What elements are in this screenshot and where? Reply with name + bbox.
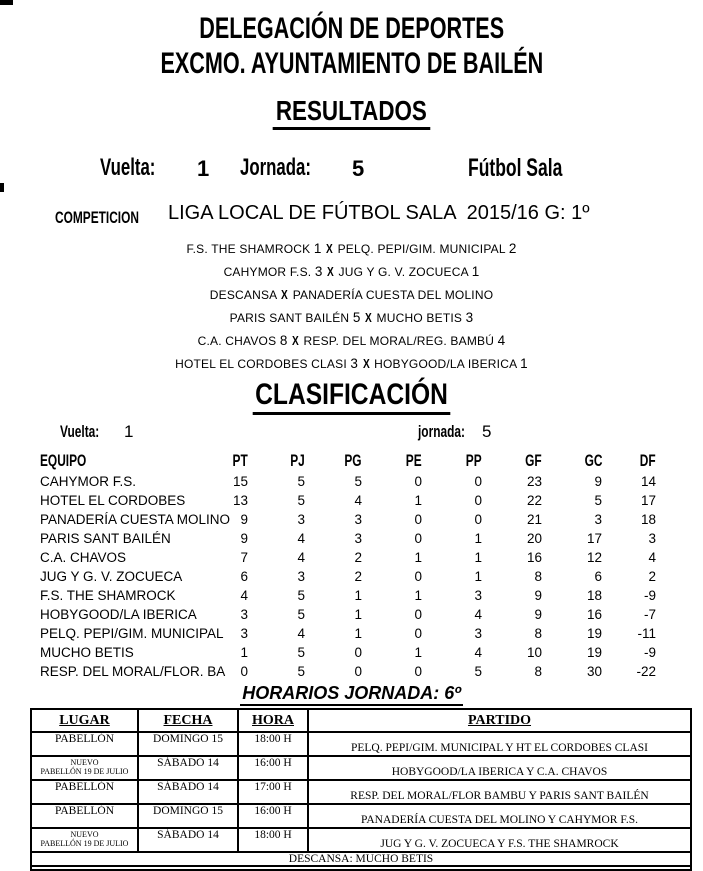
date-cell: SÁBADO 14 bbox=[138, 756, 238, 780]
home-team: HOTEL EL CORDOBES CLASI bbox=[175, 357, 347, 371]
table-row bbox=[40, 643, 656, 662]
competition-row bbox=[0, 202, 703, 230]
pe-value: 0 bbox=[414, 474, 422, 489]
column-header-partido: PARTIDO bbox=[308, 709, 691, 732]
team-name: PELQ. PEPI/GIM. MUNICIPAL bbox=[40, 626, 224, 641]
pj-value: 5 bbox=[297, 474, 305, 489]
table-row bbox=[40, 529, 656, 548]
df-value: -7 bbox=[643, 607, 656, 622]
classification-heading bbox=[0, 379, 703, 415]
table-row bbox=[40, 491, 656, 510]
date-cell: DOMINGO 15 bbox=[138, 804, 238, 828]
df-value: 18 bbox=[640, 512, 656, 527]
title-text: DELEGACIÓN DE DEPORTES bbox=[199, 12, 504, 45]
time-cell: 16:00 H bbox=[238, 756, 308, 780]
column-header-equipo: EQUIPO bbox=[40, 450, 87, 470]
table-row bbox=[40, 662, 656, 681]
gf-value: 16 bbox=[526, 550, 542, 565]
team-name: MUCHO BETIS bbox=[40, 645, 134, 660]
match-cell: PELQ. PEPI/GIM. MUNICIPAL Y HT EL CORDOBES CLASI bbox=[308, 732, 691, 756]
result-line bbox=[0, 260, 703, 283]
match-cell: RESP. DEL MORAL/FLOR BAMBU Y PARIS SANT BAILÉN bbox=[308, 780, 691, 804]
versus-separator: X bbox=[326, 241, 334, 256]
pj-value: 5 bbox=[297, 588, 305, 603]
pp-value: 0 bbox=[474, 474, 482, 489]
page-title-line-1 bbox=[0, 12, 703, 45]
gf-value: 8 bbox=[534, 569, 542, 584]
column-header-pe: PE bbox=[406, 450, 422, 470]
vuelta-label: Vuelta: bbox=[60, 422, 100, 441]
time-cell: 17:00 H bbox=[238, 780, 308, 804]
schedule-footer-row bbox=[31, 852, 691, 866]
home-score: 5 bbox=[352, 310, 361, 325]
column-header-lugar: LUGAR bbox=[31, 709, 138, 732]
table-row bbox=[40, 624, 656, 643]
away-score: 3 bbox=[465, 310, 474, 325]
pe-value: 0 bbox=[414, 626, 422, 641]
pe-value: 0 bbox=[414, 607, 422, 622]
column-header-pg: PG bbox=[344, 450, 362, 470]
home-score: 1 bbox=[313, 241, 322, 256]
df-value: 3 bbox=[648, 531, 656, 546]
gf-value: 9 bbox=[534, 607, 542, 622]
classification-header-row bbox=[40, 449, 656, 472]
column-header-pp: PP bbox=[466, 450, 482, 470]
pj-value: 3 bbox=[297, 569, 305, 584]
result-line bbox=[0, 306, 703, 329]
home-team: DESCANSA bbox=[209, 288, 277, 302]
pj-value: 5 bbox=[297, 607, 305, 622]
team-name: F.S. THE SHAMROCK bbox=[40, 588, 176, 603]
column-header-fecha: FECHA bbox=[138, 709, 238, 732]
pg-value: 3 bbox=[354, 512, 362, 527]
jornada-value: 5 bbox=[482, 422, 492, 441]
df-value: 14 bbox=[640, 474, 656, 489]
time-cell: 16:00 H bbox=[238, 804, 308, 828]
venue-cell: PABELLÓN bbox=[31, 804, 138, 828]
pt-value: 7 bbox=[240, 550, 248, 565]
date-cell: SÁBADO 14 bbox=[138, 828, 238, 852]
df-value: 2 bbox=[648, 569, 656, 584]
date-cell: DOMINGO 15 bbox=[138, 732, 238, 756]
column-header-gc: GC bbox=[584, 450, 602, 470]
schedule-header-row bbox=[31, 709, 691, 732]
gc-value: 16 bbox=[586, 607, 602, 622]
team-name: CAHYMOR F.S. bbox=[40, 474, 137, 489]
team-name: C.A. CHAVOS bbox=[40, 550, 127, 565]
team-name: PARIS SANT BAILÉN bbox=[40, 531, 171, 546]
match-cell: PANADERÍA CUESTA DEL MOLINO Y CAHYMOR F.S. bbox=[308, 804, 691, 828]
gf-value: 9 bbox=[534, 588, 542, 603]
pj-value: 3 bbox=[297, 512, 305, 527]
vuelta-value: 1 bbox=[197, 156, 210, 181]
sport-label: Fútbol Sala bbox=[468, 154, 563, 182]
away-team: PANADERÍA CUESTA DEL MOLINO bbox=[292, 288, 494, 302]
pg-value: 5 bbox=[354, 474, 362, 489]
gf-value: 22 bbox=[526, 493, 542, 508]
result-line bbox=[0, 283, 703, 306]
away-team: MUCHO BETIS bbox=[376, 311, 463, 325]
pp-value: 4 bbox=[474, 645, 482, 660]
pj-value: 5 bbox=[297, 493, 305, 508]
versus-separator: X bbox=[365, 310, 373, 325]
scan-artifact bbox=[0, 0, 13, 5]
table-row bbox=[40, 548, 656, 567]
pt-value: 9 bbox=[240, 531, 248, 546]
gf-value: 21 bbox=[526, 512, 542, 527]
column-header-pt: PT bbox=[232, 450, 248, 470]
gf-value: 23 bbox=[526, 474, 542, 489]
pg-value: 1 bbox=[354, 588, 362, 603]
table-row bbox=[40, 472, 656, 491]
column-header-hora: HORA bbox=[238, 709, 308, 732]
schedule-row bbox=[31, 732, 691, 756]
result-line bbox=[0, 329, 703, 352]
versus-separator: X bbox=[362, 356, 370, 371]
venue-cell: PABELLÓN bbox=[31, 732, 138, 756]
away-score: 4 bbox=[497, 333, 506, 348]
pp-value: 1 bbox=[474, 569, 482, 584]
away-team: PELQ. PEPI/GIM. MUNICIPAL bbox=[337, 242, 506, 256]
pe-value: 0 bbox=[414, 569, 422, 584]
pg-value: 0 bbox=[354, 664, 362, 679]
pp-value: 4 bbox=[474, 607, 482, 622]
column-header-gf: GF bbox=[525, 450, 542, 470]
gc-value: 3 bbox=[594, 512, 602, 527]
result-line bbox=[0, 237, 703, 260]
pp-value: 3 bbox=[474, 626, 482, 641]
pg-value: 3 bbox=[354, 531, 362, 546]
schedule-row bbox=[31, 828, 691, 852]
df-value: -11 bbox=[637, 626, 656, 641]
schedule-row bbox=[31, 780, 691, 804]
home-score: 3 bbox=[314, 264, 323, 279]
jornada-value: 5 bbox=[352, 156, 365, 181]
pg-value: 0 bbox=[354, 645, 362, 660]
gf-value: 10 bbox=[526, 645, 542, 660]
pt-value: 3 bbox=[240, 626, 248, 641]
home-score: 8 bbox=[279, 333, 288, 348]
gc-value: 12 bbox=[586, 550, 602, 565]
pt-value: 0 bbox=[240, 664, 248, 679]
schedule-row bbox=[31, 804, 691, 828]
df-value: 4 bbox=[648, 550, 656, 565]
results-heading-text: RESULTADOS bbox=[273, 96, 430, 130]
classification-heading-text: CLASIFICACIÓN bbox=[253, 379, 451, 415]
pg-value: 4 bbox=[354, 493, 362, 508]
gc-value: 19 bbox=[586, 645, 602, 660]
results-heading bbox=[0, 96, 703, 130]
versus-separator: X bbox=[292, 333, 299, 348]
home-team: CAHYMOR F.S. bbox=[223, 265, 312, 279]
pg-value: 2 bbox=[354, 550, 362, 565]
gf-value: 8 bbox=[534, 664, 542, 679]
result-line bbox=[0, 352, 703, 375]
team-name: PANADERÍA CUESTA MOLINO bbox=[40, 512, 231, 527]
table-row bbox=[40, 586, 656, 605]
schedule-row bbox=[31, 756, 691, 780]
df-value: -9 bbox=[643, 645, 656, 660]
gf-value: 8 bbox=[534, 626, 542, 641]
column-header-pj: PJ bbox=[290, 450, 305, 470]
classification-table bbox=[40, 449, 656, 681]
jornada-label: Jornada: bbox=[240, 154, 311, 181]
date-cell: SÁBADO 14 bbox=[138, 780, 238, 804]
pp-value: 0 bbox=[474, 493, 482, 508]
pt-value: 13 bbox=[232, 493, 248, 508]
table-row bbox=[40, 510, 656, 529]
schedule-heading bbox=[0, 683, 703, 706]
away-score: 1 bbox=[471, 264, 480, 279]
versus-separator: X bbox=[281, 287, 289, 302]
match-cell: JUG Y G. V. ZOCUECA Y F.S. THE SHAMROCK bbox=[308, 828, 691, 852]
jornada-label: jornada: bbox=[418, 422, 465, 441]
pe-value: 0 bbox=[414, 664, 422, 679]
classification-round-row bbox=[0, 420, 703, 444]
pj-value: 5 bbox=[297, 664, 305, 679]
pp-value: 1 bbox=[474, 531, 482, 546]
pt-value: 3 bbox=[240, 607, 248, 622]
pj-value: 4 bbox=[297, 531, 305, 546]
pp-value: 5 bbox=[474, 664, 482, 679]
column-header-df: DF bbox=[640, 450, 656, 470]
pt-value: 9 bbox=[240, 512, 248, 527]
away-team: HOBYGOOD/LA IBERICA bbox=[374, 357, 517, 371]
df-value: -9 bbox=[643, 588, 656, 603]
gc-value: 19 bbox=[586, 626, 602, 641]
pg-value: 1 bbox=[354, 607, 362, 622]
pj-value: 4 bbox=[297, 550, 305, 565]
competition-name: LIGA LOCAL DE FÚTBOL SALA 2015/16 G: 1º bbox=[168, 202, 590, 224]
pj-value: 4 bbox=[297, 626, 305, 641]
gc-value: 18 bbox=[586, 588, 602, 603]
results-list bbox=[0, 237, 703, 375]
gf-value: 20 bbox=[526, 531, 542, 546]
schedule-empty-row bbox=[31, 866, 691, 870]
rest-team-note: DESCANSA: MUCHO BETIS bbox=[31, 852, 691, 866]
vuelta-label: Vuelta: bbox=[100, 154, 156, 181]
df-value: 17 bbox=[640, 493, 656, 508]
venue-cell: PABELLÓN bbox=[31, 780, 138, 804]
pt-value: 1 bbox=[240, 645, 248, 660]
team-name: RESP. DEL MORAL/FLOR. BA bbox=[40, 664, 226, 679]
pt-value: 15 bbox=[232, 474, 248, 489]
pe-value: 1 bbox=[414, 588, 422, 603]
table-row bbox=[40, 567, 656, 586]
scan-artifact bbox=[0, 183, 4, 192]
pt-value: 4 bbox=[240, 588, 248, 603]
df-value: -22 bbox=[636, 664, 656, 679]
team-name: HOBYGOOD/LA IBERICA bbox=[40, 607, 197, 622]
pe-value: 1 bbox=[414, 645, 422, 660]
time-cell: 18:00 H bbox=[238, 828, 308, 852]
pe-value: 0 bbox=[414, 512, 422, 527]
round-info-row bbox=[0, 152, 703, 184]
title-text: EXCMO. AYUNTAMIENTO DE BAILÉN bbox=[160, 47, 543, 80]
vuelta-value: 1 bbox=[124, 422, 134, 441]
gc-value: 30 bbox=[586, 664, 602, 679]
pe-value: 0 bbox=[414, 531, 422, 546]
table-row bbox=[40, 605, 656, 624]
empty-cell bbox=[31, 866, 691, 870]
home-team: PARIS SANT BAILÉN bbox=[229, 311, 350, 325]
pe-value: 1 bbox=[414, 550, 422, 565]
pp-value: 1 bbox=[474, 550, 482, 565]
pp-value: 0 bbox=[474, 512, 482, 527]
gc-value: 17 bbox=[586, 531, 602, 546]
versus-separator: X bbox=[327, 264, 335, 279]
pt-value: 6 bbox=[240, 569, 248, 584]
home-team: C.A. CHAVOS bbox=[197, 334, 277, 348]
team-name: HOTEL EL CORDOBES bbox=[40, 493, 186, 508]
pp-value: 3 bbox=[474, 588, 482, 603]
home-score: 3 bbox=[350, 356, 359, 371]
gc-value: 6 bbox=[594, 569, 602, 584]
home-team: F.S. THE SHAMROCK bbox=[186, 242, 311, 256]
schedule-heading-text: HORARIOS JORNADA: 6º bbox=[240, 683, 463, 706]
pe-value: 1 bbox=[414, 493, 422, 508]
pg-value: 1 bbox=[354, 626, 362, 641]
pg-value: 2 bbox=[354, 569, 362, 584]
time-cell: 18:00 H bbox=[238, 732, 308, 756]
pj-value: 5 bbox=[297, 645, 305, 660]
gc-value: 9 bbox=[594, 474, 602, 489]
page-title-line-2 bbox=[0, 47, 703, 80]
away-team: JUG Y G. V. ZOCUECA bbox=[338, 265, 469, 279]
schedule-table bbox=[30, 708, 692, 871]
away-team: RESP. DEL MORAL/REG. BAMBÚ bbox=[303, 334, 495, 348]
gc-value: 5 bbox=[594, 493, 602, 508]
venue-cell: NUEVO PABELLÓN 19 DE JULIO bbox=[31, 756, 138, 780]
away-score: 1 bbox=[520, 356, 528, 371]
team-name: JUG Y G. V. ZOCUECA bbox=[40, 569, 183, 584]
away-score: 2 bbox=[508, 241, 517, 256]
competition-label: COMPETICION bbox=[55, 208, 139, 227]
match-cell: HOBYGOOD/LA IBERICA Y C.A. CHAVOS bbox=[308, 756, 691, 780]
venue-cell: NUEVO PABELLÓN 19 DE JULIO bbox=[31, 828, 138, 852]
